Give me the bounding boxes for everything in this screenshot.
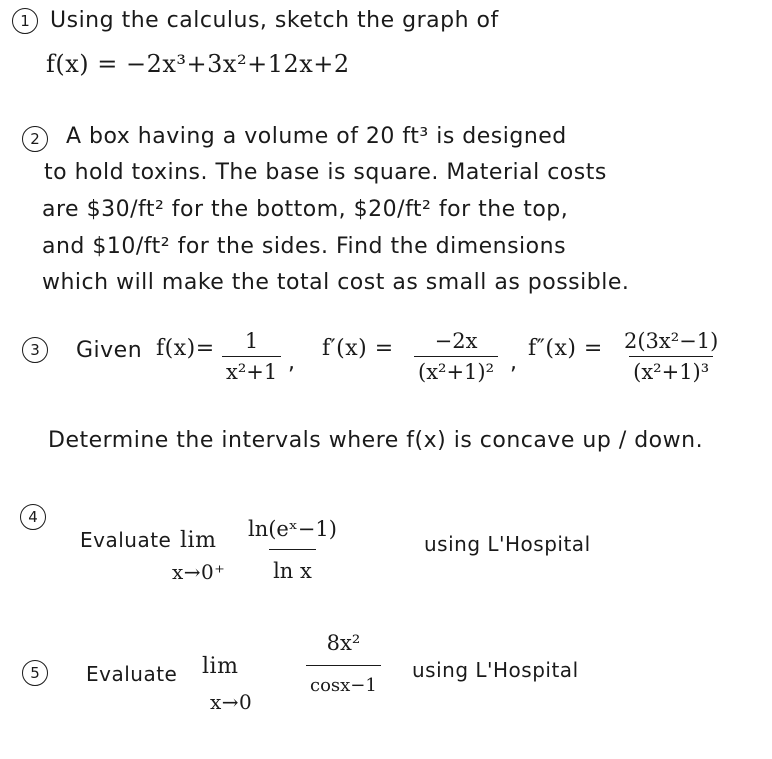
- problem-5-method: using L'Hospital: [412, 658, 579, 682]
- problem-4-number: 4: [20, 504, 46, 530]
- problem-4-denominator: ln x: [269, 549, 316, 583]
- problem-3-fprime-lhs: f′(x) =: [322, 336, 394, 361]
- problem-2-line-3: are $30/ft² for the bottom, $20/ft² for the top,: [42, 197, 569, 222]
- problem-3-f-numerator: 1: [244, 329, 259, 353]
- problem-3-given: Given: [76, 338, 143, 363]
- problem-5-limit-subscript: x→0: [210, 690, 253, 714]
- problem-3-f-fraction: [222, 330, 281, 384]
- problem-4-fraction: [244, 518, 341, 583]
- problem-3-f-denominator: x²+1: [222, 356, 281, 384]
- problem-2-line-5: which will make the total cost as small as possible.: [42, 270, 630, 295]
- problem-3-fdoubleprime-denominator: (x²+1)³: [629, 356, 713, 384]
- problem-5-numerator: 8x²: [326, 631, 361, 655]
- problem-3-number: 3: [22, 337, 48, 363]
- problem-3-fdoubleprime-numerator: 2(3x²−1): [624, 329, 719, 353]
- problem-1-text: Using the calculus, sketch the graph of: [50, 8, 499, 33]
- problem-2-line-1: A box having a volume of 20 ft³ is designed: [66, 124, 567, 149]
- problem-5-fraction: [306, 632, 381, 696]
- problem-4-evaluate: Evaluate: [80, 528, 172, 552]
- problem-1-number: 1: [12, 8, 38, 34]
- problem-3-instruction: Determine the intervals where f(x) is concave up / down.: [48, 428, 704, 453]
- problem-5-evaluate: Evaluate: [86, 662, 178, 686]
- problem-5-number: 5: [22, 660, 48, 686]
- problem-1-function: f(x) = −2x³+3x²+12x+2: [46, 50, 350, 78]
- problem-3-fprime-fraction: [414, 330, 498, 384]
- problem-3-fdoubleprime-fraction: [620, 330, 722, 384]
- problem-4-numerator: ln(eˣ−1): [248, 517, 337, 541]
- problem-3-comma-2: ,: [510, 350, 518, 375]
- problem-3-f-lhs: f(x)=: [156, 336, 215, 361]
- problem-4-lim: lim: [180, 528, 217, 553]
- problem-2-line-2: to hold toxins. The base is square. Material costs: [44, 160, 607, 185]
- problem-5-lim: lim: [202, 654, 239, 679]
- problem-3-fprime-numerator: −2x: [434, 329, 478, 353]
- problem-3-fprime-denominator: (x²+1)²: [414, 356, 498, 384]
- problem-4-limit-subscript: x→0⁺: [172, 560, 226, 584]
- problem-4-method: using L'Hospital: [424, 532, 591, 556]
- problem-2-number: 2: [22, 126, 48, 152]
- problem-2-line-4: and $10/ft² for the sides. Find the dimensions: [42, 234, 567, 259]
- problem-3-comma-1: ,: [288, 350, 296, 375]
- problem-5-denominator: cosx−1: [306, 665, 381, 696]
- problem-3-fdoubleprime-lhs: f″(x) =: [528, 336, 603, 361]
